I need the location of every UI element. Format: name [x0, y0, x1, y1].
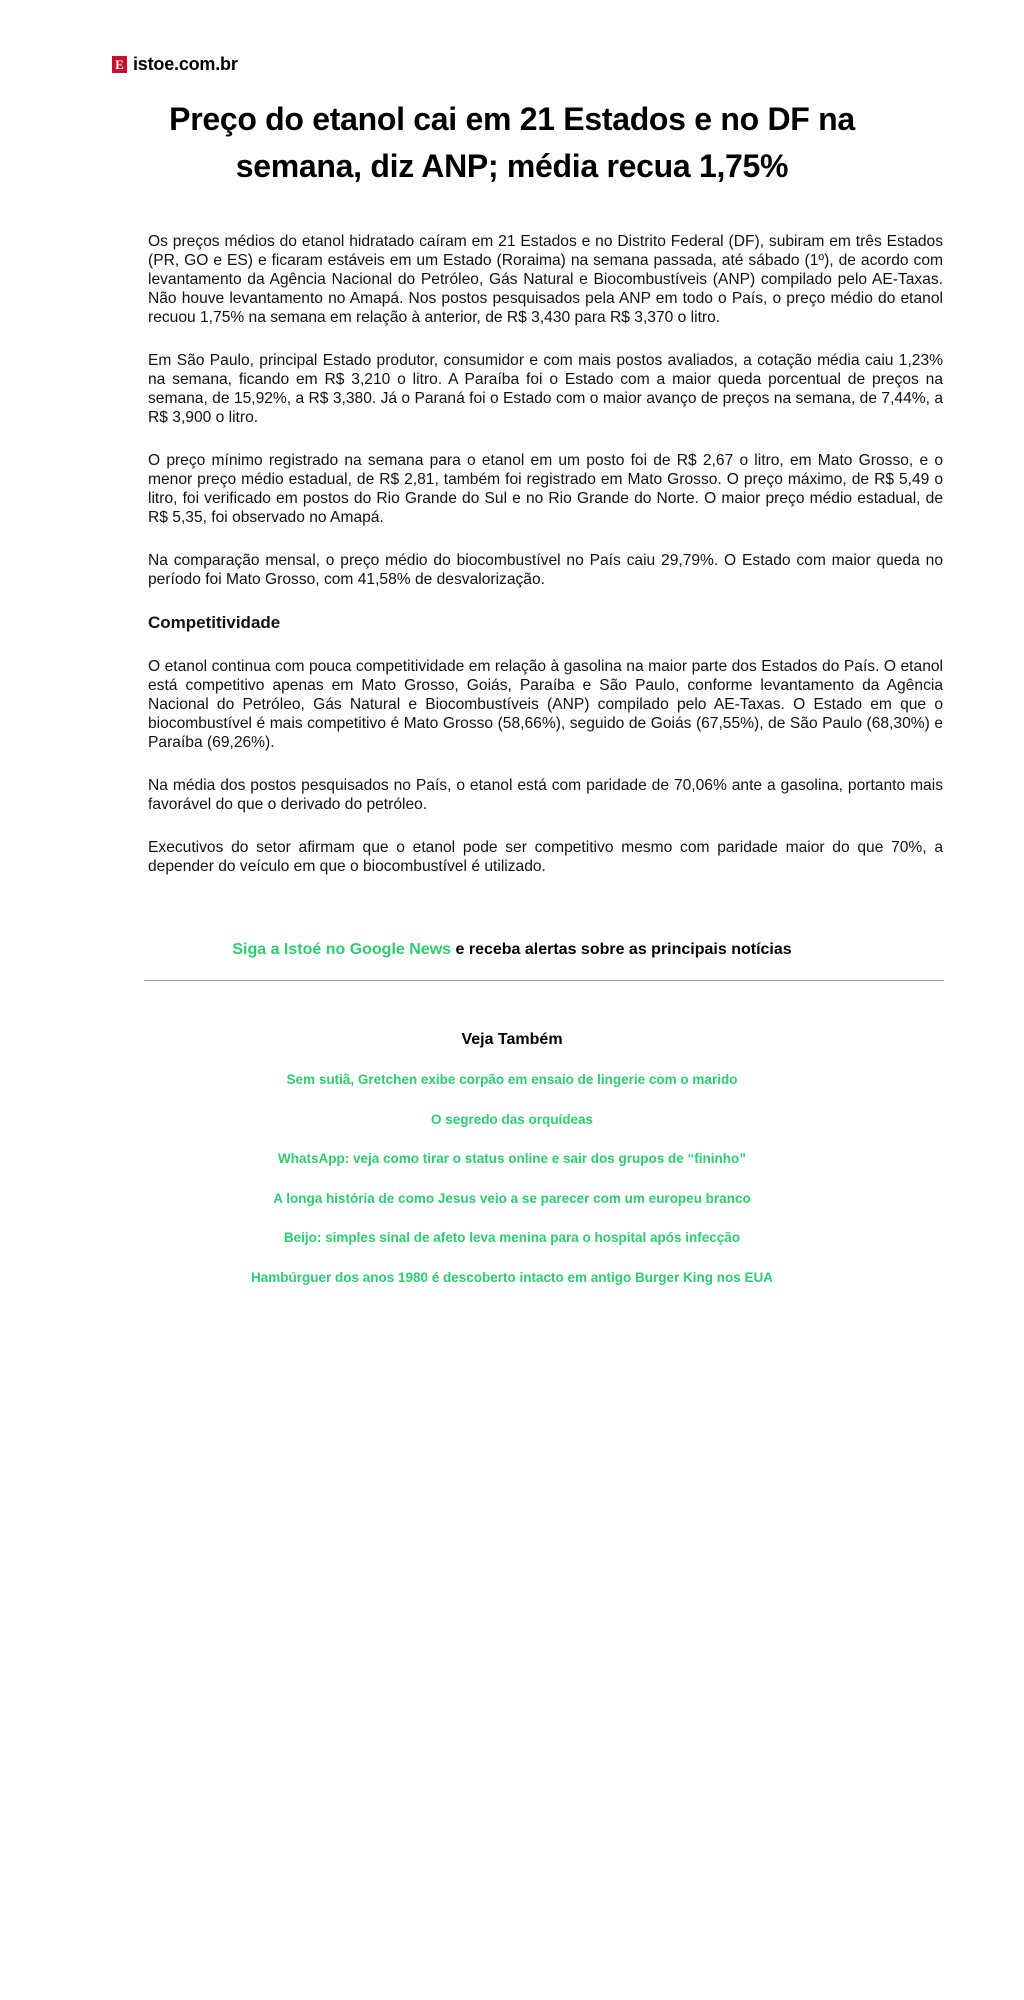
article-title: Preço do etanol cai em 21 Estados e no DF na semana, diz ANP; média recua 1,75%: [169, 101, 855, 184]
site-name: istoe.com.br: [133, 54, 238, 74]
see-also-link[interactable]: A longa história de como Jesus veio a se parecer com um europeu branco: [273, 1190, 751, 1206]
divider: [144, 980, 944, 981]
see-also-link[interactable]: O segredo das orquídeas: [430, 1111, 594, 1127]
see-also-title: Veja Também: [461, 1031, 563, 1048]
see-also-link[interactable]: Beijo: simples sinal de afeto leva menina para o hospital após infecção: [283, 1230, 741, 1245]
logo-icon: E: [112, 56, 127, 73]
paragraph: Na média dos postos pesquisados no País, o etanol está com paridade de 70,06% ante a gasolina, portanto mais favorável do que o derivado do petróleo.: [148, 777, 943, 813]
google-news-text: e receba alertas sobre as principais notícias: [451, 941, 792, 958]
google-news-callout: [0, 941, 1024, 959]
article-body: [148, 232, 943, 900]
see-also-link[interactable]: WhatsApp: veja como tirar o status online e sair dos grupos de “fininho”: [277, 1151, 747, 1166]
google-news-link[interactable]: Siga a Istoé no Google News: [232, 941, 452, 958]
paragraph: Os preços médios do etanol hidratado caíram em 21 Estados e no Distrito Federal (DF), subiram em três Estados (PR, GO e ES) e ficaram estáveis em um Estado (Roraima) na semana passada, até sábado (1º), de acordo com levantamento da Agência Nacional do Petróleo, Gás Natural e Biocombustíveis (ANP) compilado pelo AE-Taxas. Não houve levantamento no Amapá. Nos postos pesquisados pela ANP em todo o País, o preço médio do etanol recuou 1,75% na semana em relação à anterior, de R$ 3,430 para R$ 3,370 o litro.: [148, 233, 943, 326]
paragraph: O etanol continua com pouca competitividade em relação à gasolina na maior parte dos Estados do País. O etanol está competitivo apenas em Mato Grosso, Goiás, Paraíba e São Paulo, conforme levantamento da Agência Nacional do Petróleo, Gás Natural e Biocombustíveis (ANP) compilado pelo AE-Taxas. O Estado em que o biocombustível é mais competitivo é Mato Grosso (58,66%), seguido de Goiás (67,55%), de São Paulo (68,30%) e Paraíba (69,26%).: [148, 658, 943, 751]
paragraph: Em São Paulo, principal Estado produtor, consumidor e com mais postos avaliados, a cotação média caiu 1,23% na semana, ficando em R$ 3,210 o litro. A Paraíba foi o Estado com a maior queda porcentual de preços na semana, de 15,92%, a R$ 3,380. Já o Paraná foi o Estado com o maior avanço de preços na semana, de 7,44%, a R$ 3,900 o litro.: [148, 352, 943, 426]
paragraph: Executivos do setor afirmam que o etanol pode ser competitivo mesmo com paridade maior do que 70%, a depender do veículo em que o biocombustível é utilizado.: [148, 839, 943, 875]
paragraph: Na comparação mensal, o preço médio do biocombustível no País caiu 29,79%. O Estado com maior queda no período foi Mato Grosso, com 41,58% de desvalorização.: [148, 552, 943, 588]
subheading: Competitividade: [148, 613, 281, 632]
paragraph: O preço mínimo registrado na semana para o etanol em um posto foi de R$ 2,67 o litro, em Mato Grosso, e o menor preço médio estadual, de R$ 2,81, também foi registrado em Mato Grosso. O preço máximo, de R$ 5,49 o litro, foi verificado em postos do Rio Grande do Sul e no Rio Grande do Norte. O maior preço médio estadual, de R$ 5,35, foi observado no Amapá.: [148, 452, 943, 526]
see-also-list: [0, 1072, 1024, 1309]
site-logo[interactable]: [112, 54, 238, 75]
see-also-link[interactable]: Sem sutiã, Gretchen exibe corpão em ensaio de lingerie com o marido: [286, 1072, 738, 1087]
see-also-link[interactable]: Hambúrguer dos anos 1980 é descoberto intacto em antigo Burger King nos EUA: [250, 1269, 774, 1285]
